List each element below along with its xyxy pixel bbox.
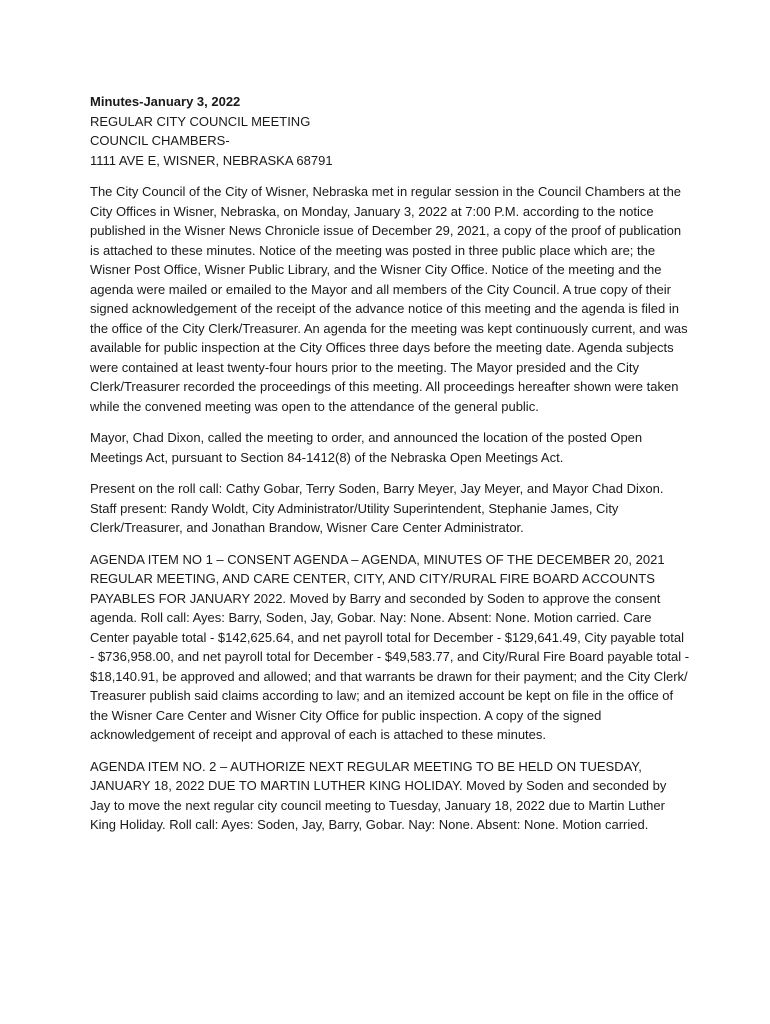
minutes-title: Minutes-January 3, 2022 <box>90 94 241 109</box>
minutes-header <box>90 92 690 170</box>
paragraph-roll-call: Present on the roll call: Cathy Gobar, Terry Soden, Barry Meyer, Jay Meyer, and Mayor Chad Dixon. Staff present: Randy Woldt, City Administrator/Utility Superintendent, Stephanie James, City Clerk/Treasurer, and Jonathan Brandow, Wisner Care Center Administrator. <box>90 481 664 535</box>
meeting-type: REGULAR CITY COUNCIL MEETING <box>90 113 311 129</box>
paragraph-agenda-item-2: AGENDA ITEM NO. 2 – AUTHORIZE NEXT REGULAR MEETING TO BE HELD ON TUESDAY, JANUARY 18, 2022 DUE TO MARTIN LUTHER KING HOLIDAY. Moved by Soden and seconded by Jay to move the next regular city council meeting to Tuesday, January 18, 2022 due to Martin Luther King Holiday. Roll call: Ayes: Soden, Jay, Barry, Gobar. Nay: None. Absent: None. Motion carried. <box>90 758 667 832</box>
paragraph-session-notice: The City Council of the City of Wisner, Nebraska met in regular session in the Council Chambers at the City Offices in Wisner, Nebraska, on Monday, January 3, 2022 at 7:00 P.M. according to the notice published in the Wisner News Chronicle issue of December 29, 2021, a copy of the proof of publication is attached to these minutes. Notice of the meeting was posted in three public place which are; the Wisner Post Office, Wisner Public Library, and the Wisner City Office. Notice of the meeting and the agenda were mailed or emailed to the Mayor and all members of the City Council. A true copy of their signed acknowledgement of the receipt of the advance notice of this meeting and the agenda is filed in the office of the City Clerk/Treasurer. An agenda for the meeting was kept continuously current, and was available for public inspection at the City Offices three days before the meeting date. Agenda subjects were contained at least twenty-four hours prior to the meeting. The Mayor presided and the City Clerk/Treasurer recorded the proceedings of this meeting. All proceedings hereafter shown were taken while the convened meeting was open to the attendance of the general public. <box>90 184 688 414</box>
paragraph-agenda-item-1: AGENDA ITEM NO 1 – CONSENT AGENDA – AGENDA, MINUTES OF THE DECEMBER 20, 2021 REGULAR MEETING, AND CARE CENTER, CITY, AND CITY/RURAL FIRE BOARD ACCOUNTS PAYABLES FOR JANUARY 2022. Moved by Barry and seconded by Soden to approve the consent agenda. Roll call: Ayes: Barry, Soden, Jay, Gobar. Nay: None. Absent: None. Motion carried. Care Center payable total - $142,625.64, and net payroll total for December - $129,641.49, City payable total - $736,958.00, and net payroll total for December - $49,583.77, and City/Rural Fire Board payable total - $18,140.91, be approved and allowed; and that warrants be drawn for their payment; and the City Clerk/ Treasurer publish said claims according to law; and an itemized account be kept on file in the office of the Wisner Care Center and Wisner City Office for public inspection. A copy of the signed acknowledgement of receipt and approval of each is attached to these minutes. <box>90 551 690 742</box>
location-name: COUNCIL CHAMBERS- <box>90 133 230 148</box>
paragraph-call-to-order: Mayor, Chad Dixon, called the meeting to order, and announced the location of the posted Open Meetings Act, pursuant to Section 84-1412(8) of the Nebraska Open Meetings Act. <box>90 430 643 465</box>
minutes-body <box>90 92 690 847</box>
location-address: 1111 AVE E, WISNER, NEBRASKA 68791 <box>90 152 333 168</box>
